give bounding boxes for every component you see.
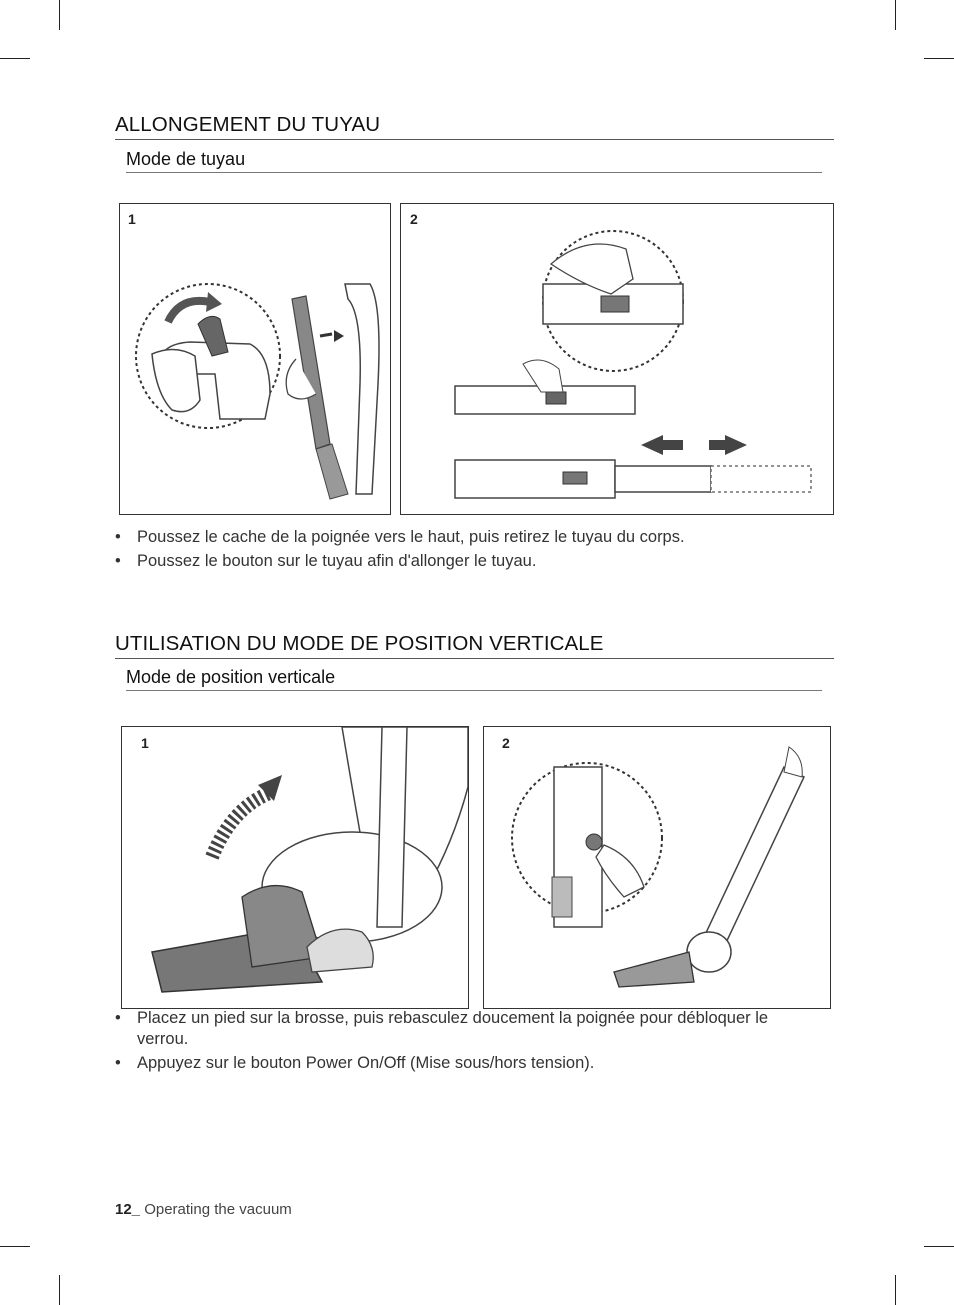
instruction-text: Appuyez sur le bouton Power On/Off (Mise sous/hors tension).: [137, 1054, 595, 1072]
upright-step-2-illustration: [483, 726, 831, 1009]
step-number: 2: [502, 735, 510, 751]
hose-handle-drawing: [120, 204, 390, 514]
step-number: 2: [410, 211, 418, 227]
list-item: [113, 1053, 823, 1074]
section-2-title: UTILISATION DU MODE DE POSITION VERTICALE: [115, 632, 834, 659]
upright-step-1-illustration: [121, 726, 469, 1009]
crop-mark: [0, 1246, 30, 1247]
section-1-title: ALLONGEMENT DU TUYAU: [115, 113, 834, 140]
crop-mark: [924, 58, 954, 59]
power-button-drawing: [484, 727, 830, 1008]
page-footer: [115, 1201, 292, 1218]
bullet-glyph: •: [115, 1009, 121, 1027]
crop-mark: [59, 0, 60, 30]
section-1-subtitle: Mode de tuyau: [126, 149, 822, 173]
footer-label: Operating the vacuum: [144, 1201, 292, 1218]
bullet-glyph: •: [115, 1054, 121, 1072]
list-item: [113, 551, 823, 572]
crop-mark: [59, 1275, 60, 1305]
list-item: [113, 1008, 823, 1050]
page-number: 12_: [115, 1201, 141, 1218]
hose-extension-drawing: [401, 204, 833, 514]
hose-step-1-illustration: [119, 203, 391, 515]
foot-on-brush-drawing: [122, 727, 468, 1008]
crop-mark: [924, 1246, 954, 1247]
instruction-text: Placez un pied sur la brosse, puis rebasculez doucement la poignée pour débloquer le verrou.: [137, 1009, 769, 1048]
step-number: 1: [128, 211, 136, 227]
section-2-subtitle: Mode de position verticale: [126, 667, 822, 691]
step-number: 1: [141, 735, 149, 751]
hose-step-2-illustration: [400, 203, 834, 515]
instruction-text: Poussez le cache de la poignée vers le haut, puis retirez le tuyau du corps.: [137, 528, 685, 546]
bullet-glyph: •: [115, 552, 121, 570]
list-item: [113, 527, 823, 548]
section-1-instructions: [113, 527, 823, 575]
section-2-instructions: [113, 1008, 823, 1077]
crop-mark: [895, 0, 896, 30]
bullet-glyph: •: [115, 528, 121, 546]
instruction-text: Poussez le bouton sur le tuyau afin d'allonger le tuyau.: [137, 552, 537, 570]
crop-mark: [0, 58, 30, 59]
crop-mark: [895, 1275, 896, 1305]
